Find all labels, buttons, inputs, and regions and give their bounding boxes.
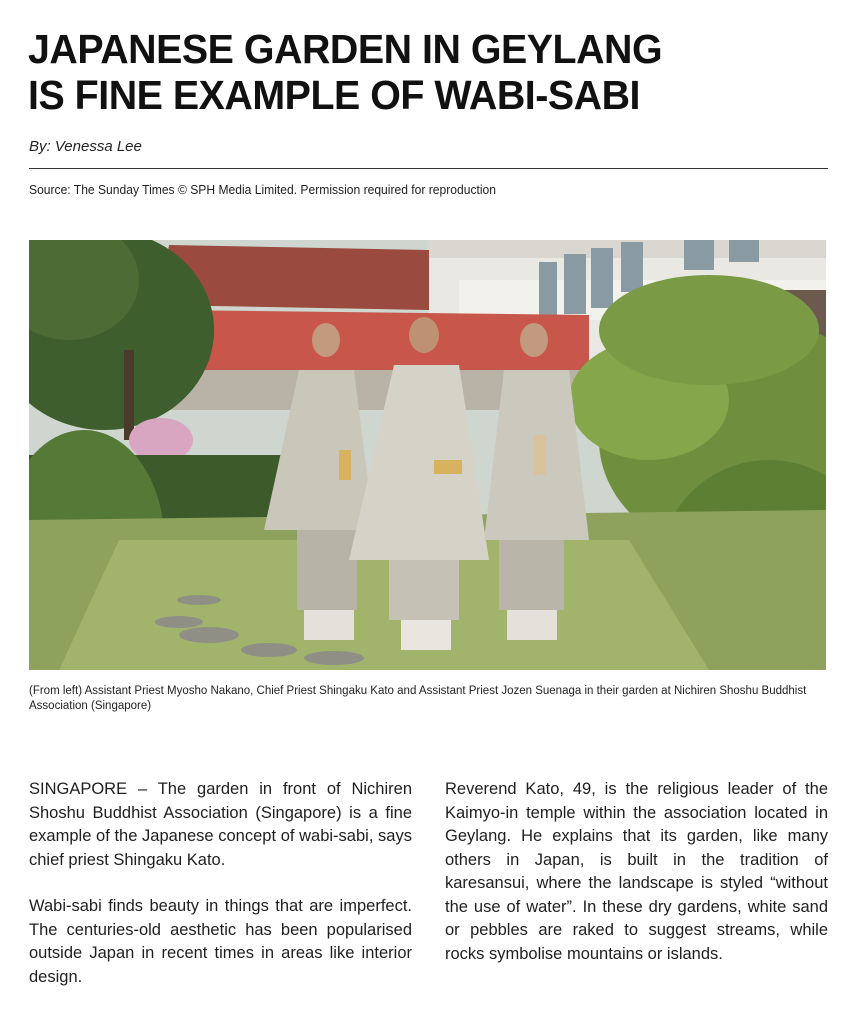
- source-credit: Source: The Sunday Times © SPH Media Limited. Permission required for reproduction: [29, 182, 496, 197]
- body-column-right: [445, 778, 828, 989]
- photo-caption: (From left) Assistant Priest Myosho Nakano, Chief Priest Shingaku Kato and Assistant Priest Jozen Suenaga in their garden at Nichiren Shoshu Buddhist Association (Singapore): [29, 685, 807, 712]
- photo-three-priests-garden: [29, 240, 826, 670]
- headline-line-2: IS FINE EXAMPLE OF WABI-SABI: [28, 72, 640, 118]
- article-headline: [28, 26, 796, 118]
- divider: [29, 168, 828, 169]
- headline-line-1: JAPANESE GARDEN IN GEYLANG: [28, 26, 663, 72]
- body-paragraph: SINGAPORE – The garden in front of Nichiren Shoshu Buddhist Association (Singapore) is a fine example of the Japanese concept of wabi-sabi, says chief priest Shingaku Kato.: [29, 780, 412, 869]
- body-paragraph: Wabi-sabi finds beauty in things that are imperfect. The centuries-old aesthetic has been popularised outside Japan in recent times in areas like interior design.: [29, 897, 412, 986]
- byline: By: Venessa Lee: [29, 138, 142, 155]
- body-paragraph: Reverend Kato, 49, is the religious leader of the Kaimyo-in temple within the association located in Geylang. He explains that its garden, like many others in Japan, is built in the tradition of karesansui, where the landscape is styled “without the use of water”. In these dry gardens, white sand or pebbles are raked to suggest streams, while rocks symbolise mountains or islands.: [445, 780, 828, 963]
- article-photo: [29, 240, 826, 670]
- body-column-left: [29, 778, 412, 1012]
